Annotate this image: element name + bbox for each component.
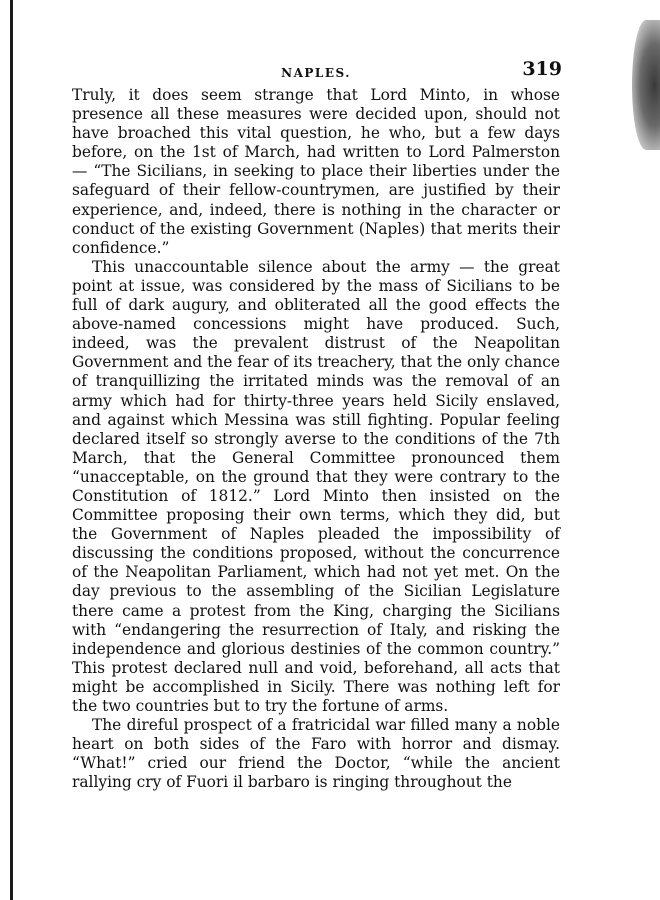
running-title: NAPLES. [281,66,351,80]
paragraph-1: Truly, it does seem strange that Lord Minto, in whose presence all these measures were decided upon, should not have broached this vital question, he who, but a few days before, on the 1st of March, had written to Lord Palmerston — “The Sicilians, in seeking to place their liberties under the safeguard of their fellow-countrymen, are justified by their experience, and, indeed, there is nothing in the character or conduct of the existing Government (Naples) that merits their confidence.” [72,86,560,257]
page-edge-left [10,0,13,900]
page-number: 319 [522,58,562,80]
page-shadow-right [632,20,660,150]
running-head [72,52,560,86]
book-page [72,52,560,792]
paragraph-2: This unaccountable silence about the army — the great point at issue, was considered by the mass of Sicilians to be full of dark augury, and obliterated all the good effects the above-named concessions might have produced. Such, indeed, was the prevalent distrust of the Neapolitan Government and the fear of its treachery, that the only chance of tranquillizing the irritated minds was the removal of an army which had for thirty-three years held Sicily enslaved, and against which Messina was still fighting. Popular feeling declared itself so strongly averse to the conditions of the 7th March, that the General Committee pronounced them “unacceptable, on the ground that they were contrary to the Constitution of 1812.” Lord Minto then insisted on the Committee proposing their own terms, which they did, but the Government of Naples pleaded the impossibility of discussing the conditions proposed, without the concurrence of the Neapolitan Parliament, which had not yet met. On the day previous to the assembling of the Sicilian Legislature there came a protest from the King, charging the Sicilians with “endangering the resurrection of Italy, and risking the independence and glorious destinies of the common country.” This protest declared null and void, beforehand, all acts that might be accomplished in Sicily. There was nothing left for the two countries but to try the fortune of arms. [72,257,560,715]
body-text [72,86,560,792]
paragraph-3: The direful prospect of a fratricidal war filled many a noble heart on both sides of the Faro with horror and dismay. “What!” cried our friend the Doctor, “while the ancient rallying cry of Fuori il barbaro is ringing throughout the [72,716,560,792]
